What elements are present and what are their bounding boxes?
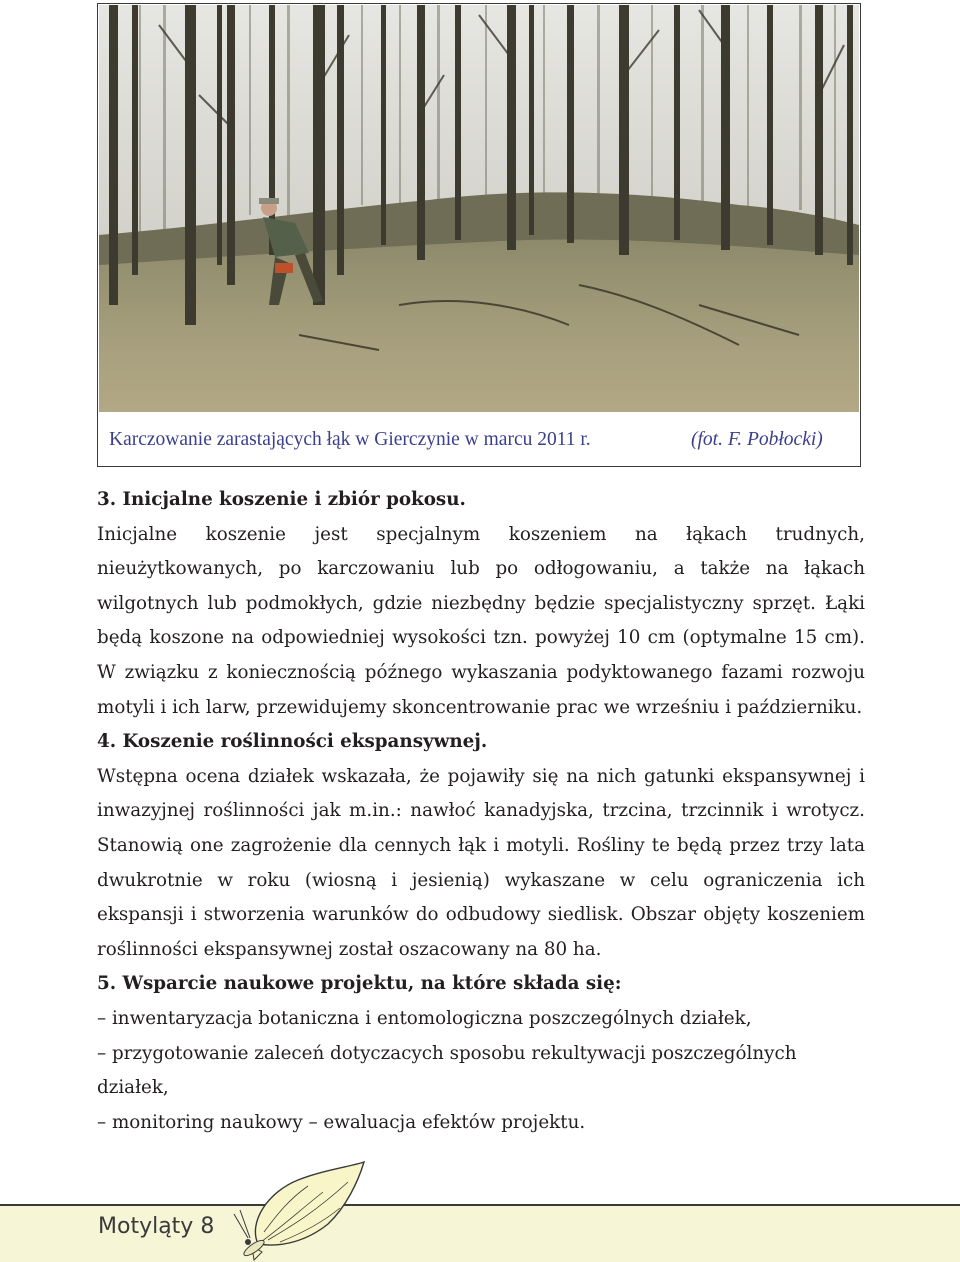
list-item: – monitoring naukowy – ewaluacja efektów projektu. [97, 1111, 586, 1133]
section-5-heading: 5. Wsparcie naukowe projektu, na które składa się: [97, 973, 622, 995]
forest-clearing-photo [99, 5, 859, 412]
section-4-paragraph: Wstępna ocena działek wskazała, że pojawiły się na nich gatunki ekspansywnej i inwazyjnej roślinności jak m.in.: nawłoć kanadyjska, trzcina, trzcinnik i wrotycz. Stanowią one zagrożenie dla cennych łąk i motyli. Rośliny te będą przez trzy lata dwukrotnie w roku (wiosną i jesienią) wykaszane w celu ograniczenia ich ekspansji i stworzenia warunków do odbudowy siedlisk. Obszar objęty koszeniem roślinności ekspansywnej został oszacowany na 80 ha. [97, 765, 865, 960]
caption-text: Karczowanie zarastających łąk w Gierczynie w marcu 2011 r. [109, 429, 591, 450]
section-3-heading: 3. Inicjalne koszenie i zbiór pokosu. [97, 489, 466, 510]
article-body [97, 483, 865, 1140]
page-number-label: Motyląty 8 [98, 1214, 215, 1239]
section-5-list [97, 1002, 865, 1140]
list-item: – przygotowanie zaleceń dotyczacych sposobu rekultywacji poszczególnych działek, [97, 1042, 797, 1099]
section-3-paragraph: Inicjalne koszenie jest specjalnym koszeniem na łąkach trudnych, nieużytkowanych, po karczowaniu lub po odłogowaniu, a także na łąkach wilgotnych lub podmokłych, gdzie niezbędny będzie specjalistyczny sprzęt. Łąki będą koszone na odpowiedniej wysokości tzn. powyżej 10 cm (optymalne 15 cm). W związku z koniecznością późnego wykaszania podyktowanego fazami rozwoju motyli i ich larw, przewidujemy skoncentrowanie prac we wrześniu i październiku. [97, 523, 865, 718]
photo-figure [97, 3, 861, 467]
list-item: – inwentaryzacja botaniczna i entomologiczna poszczególnych działek, [97, 1007, 752, 1029]
photo-caption [109, 429, 849, 451]
photo-credit: (fot. F. Pobłocki) [691, 429, 823, 450]
butterfly-icon [228, 1152, 368, 1262]
section-4-heading: 4. Koszenie roślinności ekspansywnej. [97, 731, 488, 753]
